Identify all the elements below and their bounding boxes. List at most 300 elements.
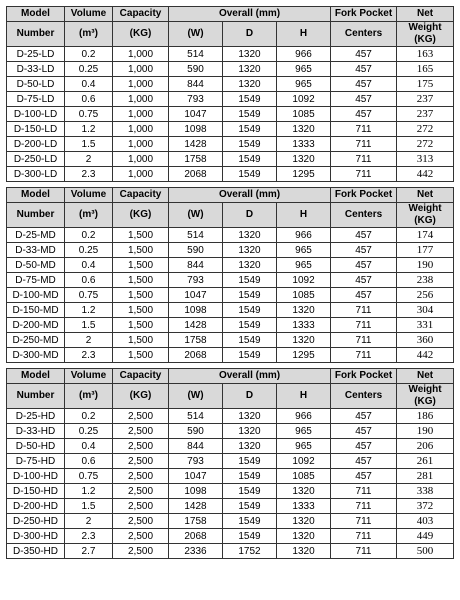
header-overall: Overall (mm)	[169, 369, 331, 384]
cell-depth: 1320	[223, 243, 277, 258]
cell-volume: 0.2	[65, 47, 113, 62]
cell-volume: 0.6	[65, 92, 113, 107]
cell-depth: 1549	[223, 273, 277, 288]
table-row	[7, 333, 454, 348]
cell-model: D-250-HD	[7, 514, 65, 529]
table-row	[7, 77, 454, 92]
cell-width: 514	[169, 409, 223, 424]
cell-capacity: 1,000	[113, 167, 169, 182]
cell-model: D-250-LD	[7, 152, 65, 167]
cell-capacity: 1,500	[113, 228, 169, 243]
table-row	[7, 318, 454, 333]
header-volume-unit: (m³)	[65, 203, 113, 228]
header-net: Net	[397, 369, 454, 384]
header-row-bottom	[7, 22, 454, 47]
header-weight-unit-label: (KG)	[414, 34, 436, 45]
cell-fork-centers: 711	[331, 348, 397, 363]
cell-net-weight: 238	[397, 273, 454, 288]
cell-net-weight: 500	[397, 544, 454, 559]
cell-fork-centers: 457	[331, 288, 397, 303]
cell-depth: 1549	[223, 137, 277, 152]
header-capacity-unit: (KG)	[113, 22, 169, 47]
cell-net-weight: 403	[397, 514, 454, 529]
cell-capacity: 1,000	[113, 77, 169, 92]
cell-depth: 1549	[223, 333, 277, 348]
cell-model: D-100-LD	[7, 107, 65, 122]
header-fork-pocket: Fork Pocket	[331, 188, 397, 203]
header-capacity: Capacity	[113, 369, 169, 384]
cell-height: 1333	[277, 318, 331, 333]
cell-model: D-33-MD	[7, 243, 65, 258]
cell-capacity: 2,500	[113, 544, 169, 559]
cell-fork-centers: 457	[331, 258, 397, 273]
cell-volume: 0.2	[65, 409, 113, 424]
cell-model: D-50-LD	[7, 77, 65, 92]
header-weight-unit-label: (KG)	[414, 396, 436, 407]
cell-depth: 1549	[223, 303, 277, 318]
table-row	[7, 529, 454, 544]
cell-depth: 1320	[223, 228, 277, 243]
cell-net-weight: 442	[397, 167, 454, 182]
cell-height: 1295	[277, 167, 331, 182]
cell-net-weight: 449	[397, 529, 454, 544]
header-height: H	[277, 203, 331, 228]
cell-height: 965	[277, 439, 331, 454]
cell-width: 1428	[169, 499, 223, 514]
cell-capacity: 1,500	[113, 318, 169, 333]
cell-width: 793	[169, 92, 223, 107]
cell-depth: 1320	[223, 258, 277, 273]
cell-fork-centers: 711	[331, 333, 397, 348]
header-volume-unit: (m³)	[65, 384, 113, 409]
spec-table-body	[7, 7, 454, 559]
table-row	[7, 107, 454, 122]
cell-height: 1320	[277, 484, 331, 499]
cell-width: 2068	[169, 348, 223, 363]
cell-model: D-200-LD	[7, 137, 65, 152]
table-row	[7, 62, 454, 77]
cell-net-weight: 177	[397, 243, 454, 258]
cell-height: 1320	[277, 122, 331, 137]
header-volume-unit: (m³)	[65, 22, 113, 47]
cell-width: 1428	[169, 137, 223, 152]
cell-model: D-100-HD	[7, 469, 65, 484]
cell-fork-centers: 711	[331, 499, 397, 514]
cell-depth: 1549	[223, 122, 277, 137]
cell-net-weight: 372	[397, 499, 454, 514]
cell-model: D-200-HD	[7, 499, 65, 514]
cell-depth: 1549	[223, 167, 277, 182]
cell-capacity: 2,500	[113, 499, 169, 514]
cell-volume: 0.4	[65, 258, 113, 273]
cell-volume: 1.5	[65, 137, 113, 152]
cell-width: 844	[169, 258, 223, 273]
cell-net-weight: 442	[397, 348, 454, 363]
cell-depth: 1549	[223, 454, 277, 469]
cell-depth: 1549	[223, 107, 277, 122]
cell-capacity: 1,000	[113, 62, 169, 77]
header-weight-label: Weight	[408, 384, 442, 395]
table-row	[7, 92, 454, 107]
cell-depth: 1549	[223, 469, 277, 484]
cell-height: 1320	[277, 303, 331, 318]
cell-fork-centers: 711	[331, 514, 397, 529]
cell-depth: 1549	[223, 499, 277, 514]
cell-depth: 1549	[223, 348, 277, 363]
cell-net-weight: 256	[397, 288, 454, 303]
cell-height: 965	[277, 258, 331, 273]
cell-width: 1758	[169, 514, 223, 529]
cell-net-weight: 272	[397, 122, 454, 137]
cell-volume: 0.4	[65, 439, 113, 454]
cell-volume: 2	[65, 514, 113, 529]
header-fork-pocket: Fork Pocket	[331, 369, 397, 384]
table-row	[7, 152, 454, 167]
header-weight-unit-label: (KG)	[414, 215, 436, 226]
cell-width: 1758	[169, 333, 223, 348]
header-row-top	[7, 7, 454, 22]
cell-capacity: 1,000	[113, 122, 169, 137]
header-centers: Centers	[331, 384, 397, 409]
table-row	[7, 137, 454, 152]
table-row	[7, 303, 454, 318]
header-width: (W)	[169, 384, 223, 409]
cell-fork-centers: 711	[331, 303, 397, 318]
cell-model: D-300-MD	[7, 348, 65, 363]
cell-width: 793	[169, 454, 223, 469]
cell-height: 1085	[277, 107, 331, 122]
cell-height: 1092	[277, 273, 331, 288]
table-row	[7, 469, 454, 484]
cell-fork-centers: 711	[331, 484, 397, 499]
cell-height: 1333	[277, 137, 331, 152]
cell-depth: 1549	[223, 92, 277, 107]
header-depth: D	[223, 203, 277, 228]
cell-volume: 0.6	[65, 454, 113, 469]
cell-fork-centers: 457	[331, 62, 397, 77]
table-row	[7, 288, 454, 303]
cell-height: 965	[277, 77, 331, 92]
header-depth: D	[223, 384, 277, 409]
cell-model: D-75-LD	[7, 92, 65, 107]
header-capacity-unit: (KG)	[113, 384, 169, 409]
table-row	[7, 514, 454, 529]
cell-model: D-300-LD	[7, 167, 65, 182]
header-capacity: Capacity	[113, 7, 169, 22]
cell-model: D-150-MD	[7, 303, 65, 318]
cell-depth: 1549	[223, 288, 277, 303]
table-row	[7, 167, 454, 182]
cell-model: D-250-MD	[7, 333, 65, 348]
header-weight	[397, 203, 454, 228]
cell-volume: 0.75	[65, 107, 113, 122]
table-row	[7, 454, 454, 469]
header-model: Model	[7, 369, 65, 384]
header-width: (W)	[169, 22, 223, 47]
cell-fork-centers: 711	[331, 529, 397, 544]
cell-width: 1428	[169, 318, 223, 333]
cell-fork-centers: 711	[331, 167, 397, 182]
header-capacity: Capacity	[113, 188, 169, 203]
cell-fork-centers: 457	[331, 243, 397, 258]
cell-fork-centers: 711	[331, 152, 397, 167]
cell-width: 1047	[169, 288, 223, 303]
header-height: H	[277, 384, 331, 409]
header-weight	[397, 22, 454, 47]
cell-height: 1085	[277, 469, 331, 484]
cell-height: 1085	[277, 288, 331, 303]
cell-model: D-100-MD	[7, 288, 65, 303]
cell-model: D-300-HD	[7, 529, 65, 544]
header-overall: Overall (mm)	[169, 7, 331, 22]
cell-fork-centers: 457	[331, 273, 397, 288]
cell-model: D-150-HD	[7, 484, 65, 499]
cell-capacity: 2,500	[113, 514, 169, 529]
cell-net-weight: 272	[397, 137, 454, 152]
table-row	[7, 544, 454, 559]
cell-height: 1333	[277, 499, 331, 514]
cell-height: 1295	[277, 348, 331, 363]
cell-net-weight: 338	[397, 484, 454, 499]
cell-volume: 1.5	[65, 318, 113, 333]
header-row-bottom	[7, 203, 454, 228]
cell-width: 590	[169, 243, 223, 258]
cell-fork-centers: 457	[331, 439, 397, 454]
header-weight	[397, 384, 454, 409]
cell-width: 793	[169, 273, 223, 288]
cell-volume: 2	[65, 152, 113, 167]
cell-volume: 2.7	[65, 544, 113, 559]
cell-volume: 0.75	[65, 288, 113, 303]
cell-capacity: 1,500	[113, 333, 169, 348]
cell-net-weight: 206	[397, 439, 454, 454]
cell-fork-centers: 457	[331, 228, 397, 243]
cell-volume: 2	[65, 333, 113, 348]
cell-model: D-350-HD	[7, 544, 65, 559]
header-overall: Overall (mm)	[169, 188, 331, 203]
cell-depth: 1549	[223, 514, 277, 529]
cell-width: 1047	[169, 107, 223, 122]
cell-capacity: 1,500	[113, 303, 169, 318]
table-row	[7, 484, 454, 499]
cell-depth: 1320	[223, 439, 277, 454]
cell-depth: 1320	[223, 47, 277, 62]
header-model: Model	[7, 7, 65, 22]
cell-net-weight: 261	[397, 454, 454, 469]
cell-width: 2068	[169, 167, 223, 182]
cell-capacity: 1,000	[113, 152, 169, 167]
cell-height: 966	[277, 409, 331, 424]
cell-width: 514	[169, 228, 223, 243]
cell-volume: 0.2	[65, 228, 113, 243]
table-row	[7, 499, 454, 514]
header-height: H	[277, 22, 331, 47]
cell-net-weight: 237	[397, 92, 454, 107]
cell-depth: 1549	[223, 318, 277, 333]
cell-volume: 0.25	[65, 62, 113, 77]
header-row-bottom	[7, 384, 454, 409]
cell-model: D-25-LD	[7, 47, 65, 62]
cell-depth: 1320	[223, 62, 277, 77]
cell-capacity: 1,500	[113, 258, 169, 273]
header-number: Number	[7, 384, 65, 409]
cell-capacity: 2,500	[113, 439, 169, 454]
cell-depth: 1320	[223, 424, 277, 439]
cell-width: 1098	[169, 303, 223, 318]
table-row	[7, 348, 454, 363]
cell-capacity: 2,500	[113, 469, 169, 484]
header-width: (W)	[169, 203, 223, 228]
cell-model: D-50-HD	[7, 439, 65, 454]
cell-model: D-75-MD	[7, 273, 65, 288]
cell-width: 2068	[169, 529, 223, 544]
cell-model: D-33-LD	[7, 62, 65, 77]
cell-net-weight: 190	[397, 424, 454, 439]
table-row	[7, 439, 454, 454]
cell-volume: 2.3	[65, 167, 113, 182]
header-weight-label: Weight	[408, 22, 442, 33]
cell-model: D-150-LD	[7, 122, 65, 137]
cell-width: 590	[169, 424, 223, 439]
cell-capacity: 1,000	[113, 137, 169, 152]
cell-volume: 2.3	[65, 529, 113, 544]
cell-depth: 1549	[223, 529, 277, 544]
table-row	[7, 258, 454, 273]
cell-height: 1092	[277, 454, 331, 469]
header-volume: Volume	[65, 369, 113, 384]
header-volume: Volume	[65, 188, 113, 203]
cell-height: 1320	[277, 152, 331, 167]
header-number: Number	[7, 203, 65, 228]
cell-volume: 0.6	[65, 273, 113, 288]
cell-height: 1320	[277, 544, 331, 559]
table-row	[7, 47, 454, 62]
cell-net-weight: 175	[397, 77, 454, 92]
cell-net-weight: 281	[397, 469, 454, 484]
cell-width: 1047	[169, 469, 223, 484]
cell-depth: 1752	[223, 544, 277, 559]
cell-width: 844	[169, 77, 223, 92]
cell-capacity: 1,500	[113, 348, 169, 363]
cell-width: 1098	[169, 122, 223, 137]
cell-capacity: 1,000	[113, 47, 169, 62]
cell-width: 590	[169, 62, 223, 77]
cell-volume: 1.2	[65, 484, 113, 499]
cell-fork-centers: 457	[331, 454, 397, 469]
cell-height: 966	[277, 228, 331, 243]
cell-depth: 1549	[223, 484, 277, 499]
cell-fork-centers: 457	[331, 424, 397, 439]
cell-capacity: 1,500	[113, 243, 169, 258]
cell-net-weight: 237	[397, 107, 454, 122]
cell-depth: 1320	[223, 409, 277, 424]
cell-model: D-33-HD	[7, 424, 65, 439]
table-row	[7, 424, 454, 439]
cell-volume: 0.75	[65, 469, 113, 484]
cell-volume: 0.4	[65, 77, 113, 92]
cell-model: D-25-MD	[7, 228, 65, 243]
spec-table	[6, 6, 454, 559]
cell-model: D-75-HD	[7, 454, 65, 469]
cell-capacity: 1,500	[113, 288, 169, 303]
cell-capacity: 1,000	[113, 107, 169, 122]
cell-volume: 1.2	[65, 303, 113, 318]
cell-volume: 1.2	[65, 122, 113, 137]
cell-fork-centers: 711	[331, 122, 397, 137]
header-net: Net	[397, 7, 454, 22]
spec-table-container	[6, 6, 453, 559]
cell-fork-centers: 457	[331, 107, 397, 122]
cell-width: 844	[169, 439, 223, 454]
cell-fork-centers: 457	[331, 77, 397, 92]
cell-fork-centers: 711	[331, 544, 397, 559]
cell-height: 1320	[277, 529, 331, 544]
cell-height: 966	[277, 47, 331, 62]
cell-net-weight: 190	[397, 258, 454, 273]
cell-depth: 1549	[223, 152, 277, 167]
cell-net-weight: 163	[397, 47, 454, 62]
header-model: Model	[7, 188, 65, 203]
table-row	[7, 409, 454, 424]
cell-height: 965	[277, 424, 331, 439]
cell-net-weight: 331	[397, 318, 454, 333]
header-row-top	[7, 369, 454, 384]
header-row-top	[7, 188, 454, 203]
cell-capacity: 2,500	[113, 484, 169, 499]
header-weight-label: Weight	[408, 203, 442, 214]
cell-height: 1092	[277, 92, 331, 107]
cell-capacity: 1,500	[113, 273, 169, 288]
cell-model: D-200-MD	[7, 318, 65, 333]
header-capacity-unit: (KG)	[113, 203, 169, 228]
cell-volume: 0.25	[65, 424, 113, 439]
cell-capacity: 2,500	[113, 529, 169, 544]
cell-height: 1320	[277, 514, 331, 529]
header-centers: Centers	[331, 22, 397, 47]
cell-net-weight: 313	[397, 152, 454, 167]
cell-fork-centers: 457	[331, 92, 397, 107]
cell-fork-centers: 457	[331, 469, 397, 484]
cell-capacity: 2,500	[113, 424, 169, 439]
cell-net-weight: 165	[397, 62, 454, 77]
cell-depth: 1320	[223, 77, 277, 92]
cell-fork-centers: 457	[331, 47, 397, 62]
cell-width: 514	[169, 47, 223, 62]
cell-net-weight: 186	[397, 409, 454, 424]
header-depth: D	[223, 22, 277, 47]
cell-height: 965	[277, 62, 331, 77]
cell-capacity: 2,500	[113, 454, 169, 469]
table-row	[7, 243, 454, 258]
table-row	[7, 122, 454, 137]
cell-fork-centers: 457	[331, 409, 397, 424]
header-number: Number	[7, 22, 65, 47]
cell-volume: 2.3	[65, 348, 113, 363]
header-fork-pocket: Fork Pocket	[331, 7, 397, 22]
table-row	[7, 228, 454, 243]
header-centers: Centers	[331, 203, 397, 228]
cell-net-weight: 174	[397, 228, 454, 243]
cell-net-weight: 304	[397, 303, 454, 318]
cell-model: D-50-MD	[7, 258, 65, 273]
cell-volume: 1.5	[65, 499, 113, 514]
cell-fork-centers: 711	[331, 137, 397, 152]
cell-width: 1758	[169, 152, 223, 167]
cell-capacity: 2,500	[113, 409, 169, 424]
cell-width: 2336	[169, 544, 223, 559]
cell-fork-centers: 711	[331, 318, 397, 333]
cell-net-weight: 360	[397, 333, 454, 348]
